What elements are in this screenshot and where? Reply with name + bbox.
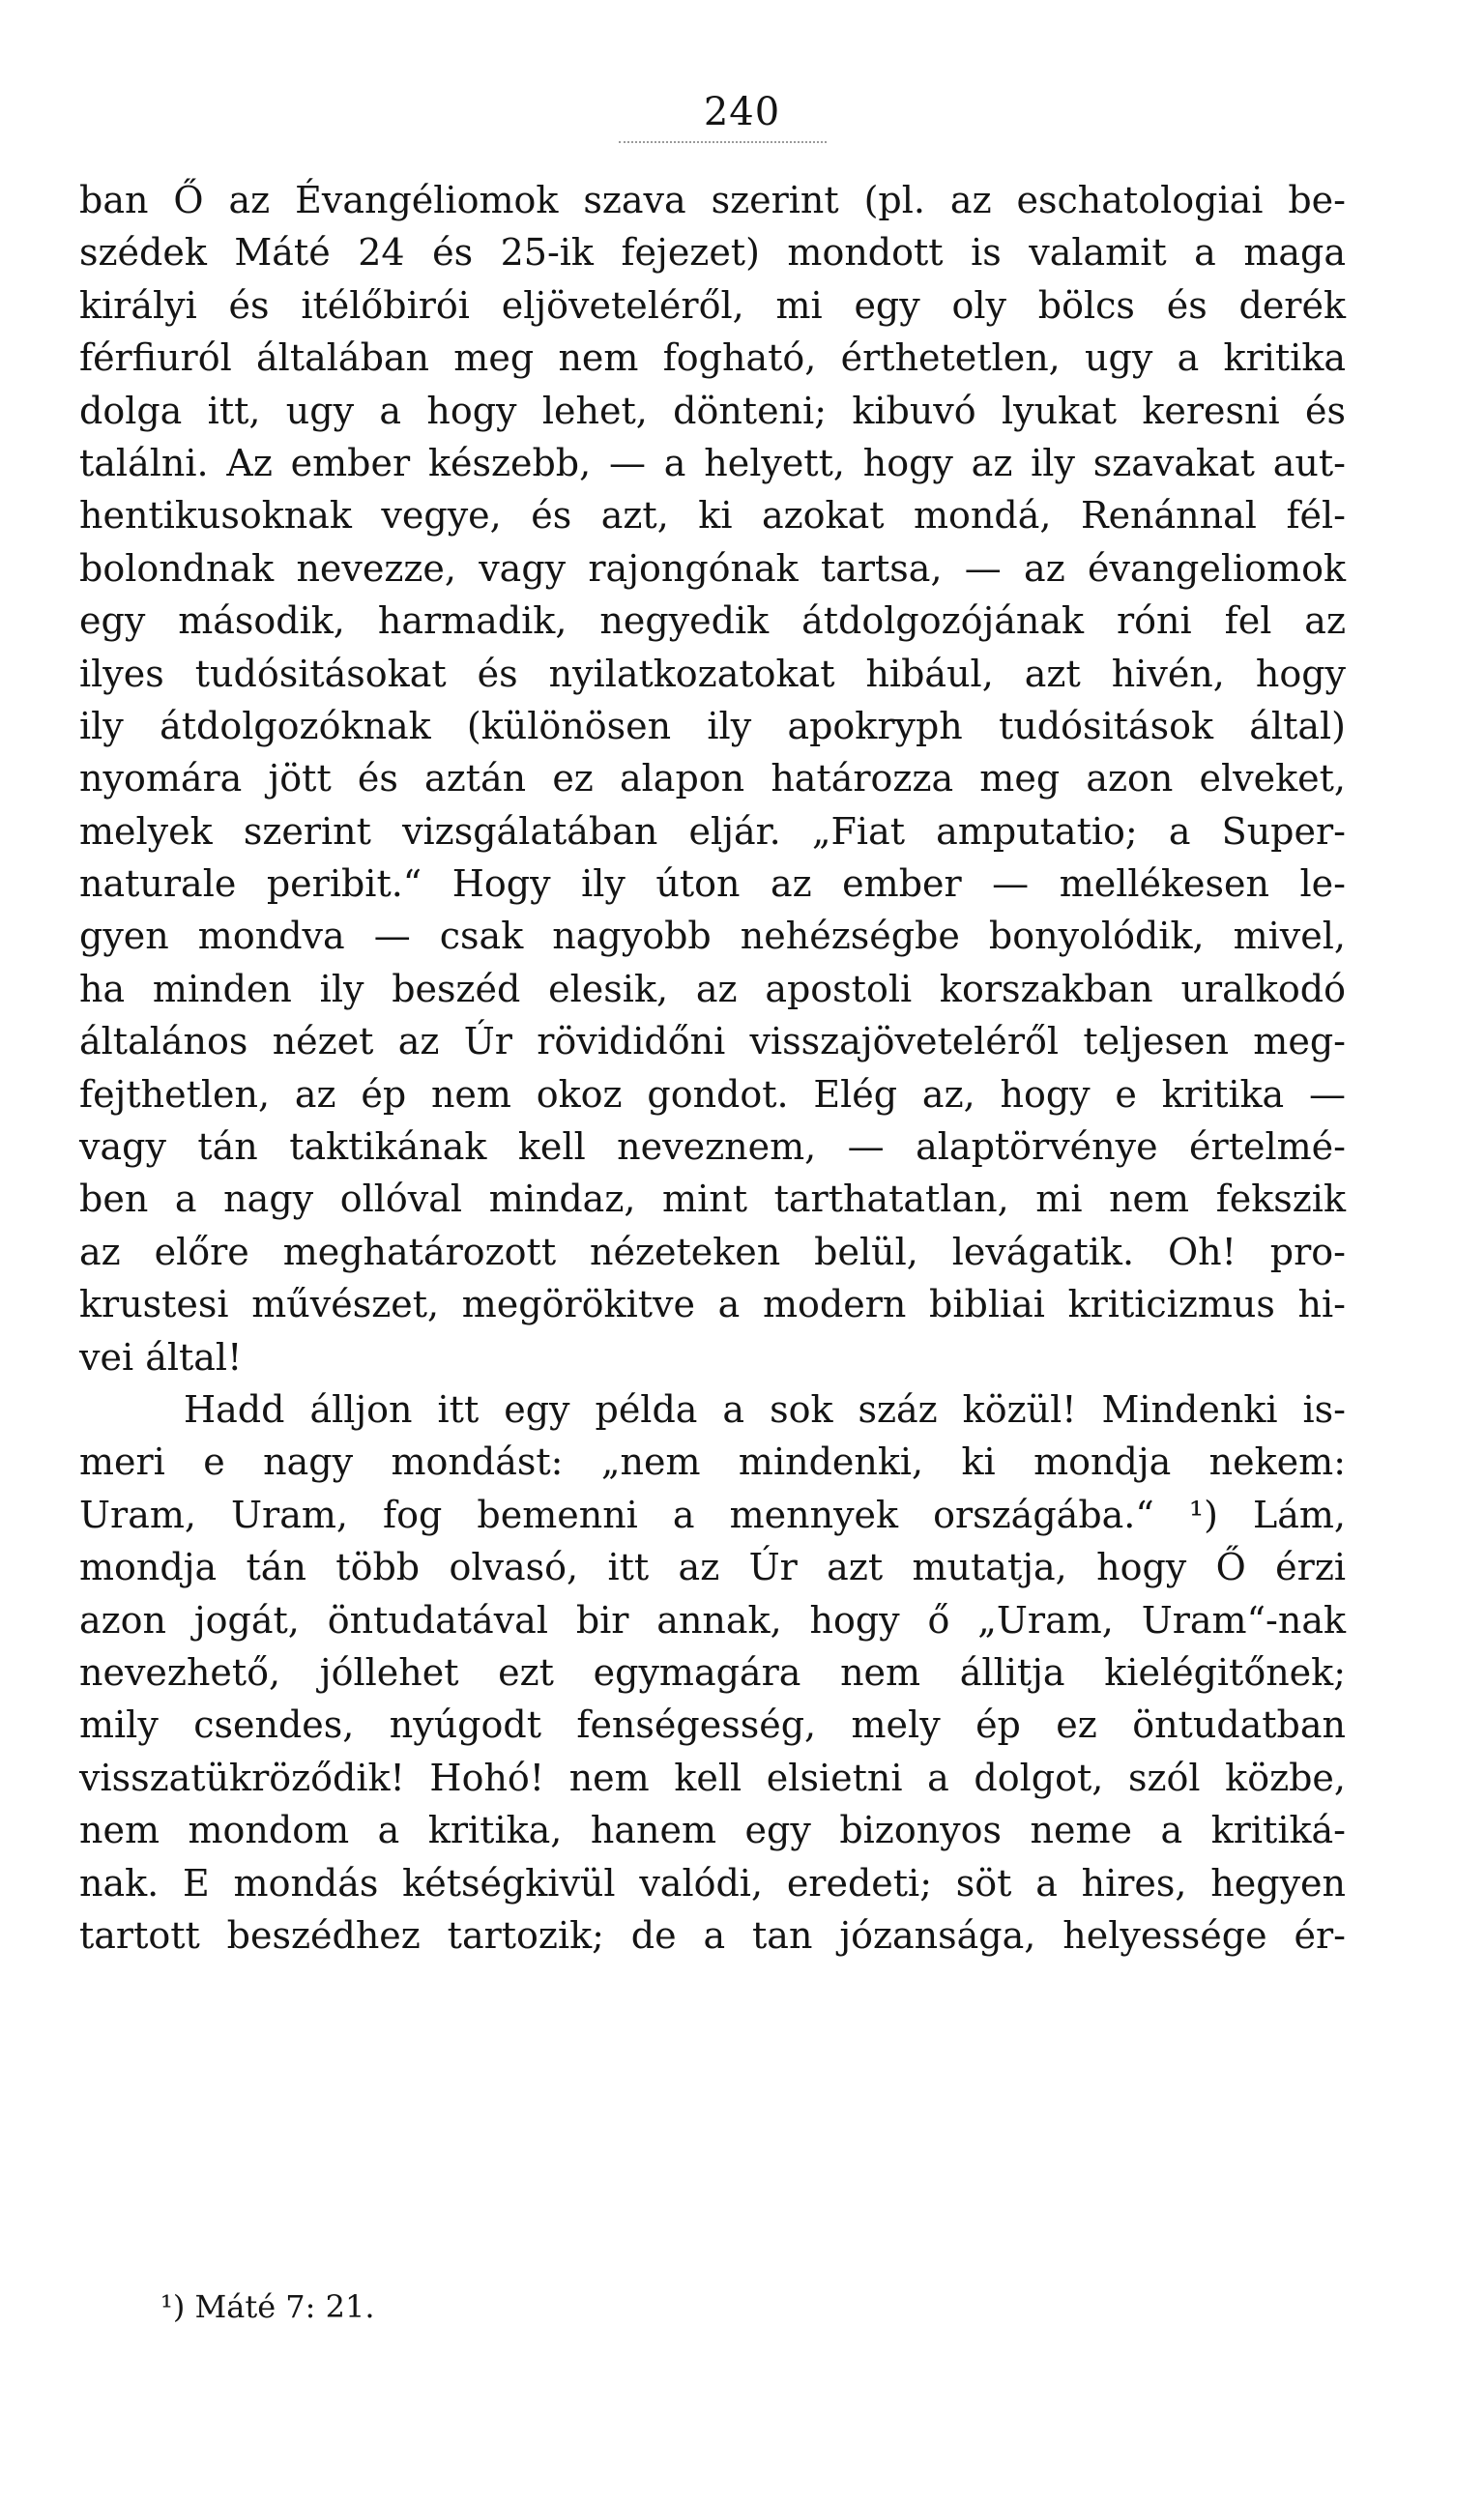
page-number: 240 xyxy=(703,90,781,134)
text-line: bolondnak nevezze, vagy rajongónak tartsa, — az évangeliomok xyxy=(79,546,1346,590)
header-rule xyxy=(619,141,827,143)
text-line-paragraph-end: vei által! xyxy=(79,1335,243,1379)
text-line: találni. Az ember készebb, — a helyett, hogy az ily szavakat aut- xyxy=(79,441,1346,484)
text-line: egy második, harmadik, negyedik átdolgozójának róni fel az xyxy=(79,599,1346,643)
text-line: fejthetlen, az ép nem okoz gondot. Elég az, hogy e kritika — xyxy=(79,1072,1346,1116)
text-line: ben a nagy ollóval mindaz, mint tarthatatlan, mi nem fekszik xyxy=(79,1178,1346,1221)
text-line: vagy tán taktikának kell neveznem, — alaptörvénye értelmé- xyxy=(79,1125,1346,1169)
text-line: általános nézet az Úr rövididőni visszajöveteléről teljesen meg- xyxy=(79,1020,1346,1063)
text-line-paragraph-start: Hadd álljon itt egy példa a sok száz közül! Mindenki is- xyxy=(184,1387,1346,1431)
text-line: nem mondom a kritika, hanem egy bizonyos neme a kritiká- xyxy=(79,1809,1346,1852)
text-line: nak. E mondás kétségkivül valódi, eredeti; söt a hires, hegyen xyxy=(79,1861,1346,1905)
text-line: ilyes tudósitásokat és nyilatkozatokat hibául, azt hivén, hogy xyxy=(79,652,1346,695)
body-text xyxy=(79,174,1346,1962)
text-line: ban Ő az Évangéliomok szava szerint (pl. az eschatologiai be- xyxy=(79,179,1346,221)
text-line: dolga itt, ugy a hogy lehet, dönteni; kibuvó lyukat keresni és xyxy=(79,389,1346,432)
text-line: visszatükröződik! Hohó! nem kell elsietni a dolgot, szól közbe, xyxy=(79,1756,1346,1799)
text-line: szédek Máté 24 és 25-ik fejezet) mondott is valamit a maga xyxy=(79,231,1346,275)
footnote: ¹) Máté 7: 21. xyxy=(160,2288,375,2325)
text-line: meri e nagy mondást: „nem mindenki, ki mondja nekem: xyxy=(79,1440,1346,1484)
text-line: Uram, Uram, fog bemenni a mennyek országába.“ ¹) Lám, xyxy=(79,1493,1346,1536)
text-line: azon jogát, öntudatával bir annak, hogy ő „Uram, Uram“-nak xyxy=(79,1598,1346,1642)
text-line: krustesi művészet, megörökitve a modern bibliai kriticizmus hi- xyxy=(79,1283,1346,1326)
text-line: mily csendes, nyúgodt fenségesség, mely ép ez öntudatban xyxy=(79,1703,1346,1747)
text-line: hentikusoknak vegye, és azt, ki azokat mondá, Renánnal fél- xyxy=(79,494,1346,538)
text-line: férfiuról általában meg nem fogható, érthetetlen, ugy a kritika xyxy=(79,336,1346,380)
text-line: királyi és itélőbirói eljöveteléről, mi egy oly bölcs és derék xyxy=(79,283,1346,327)
text-line: nyomára jött és aztán ez alapon határozza meg azon elveket, xyxy=(79,757,1346,800)
text-line: naturale peribit.“ Hogy ily úton az ember — mellékesen le- xyxy=(79,862,1346,906)
text-line: nevezhető, jóllehet ezt egymagára nem állitja kielégitőnek; xyxy=(79,1650,1346,1694)
text-line: gyen mondva — csak nagyobb nehézségbe bonyolódik, mivel, xyxy=(79,915,1346,958)
text-line: az előre meghatározott nézeteken belül, levágatik. Oh! pro- xyxy=(79,1230,1346,1273)
text-line: ha minden ily beszéd elesik, az apostoli korszakban uralkodó xyxy=(79,967,1346,1010)
text-line: tartott beszédhez tartozik; de a tan józansága, helyessége ér- xyxy=(79,1913,1346,1957)
text-line: melyek szerint vizsgálatában eljár. „Fiat amputatio; a Super- xyxy=(79,809,1346,853)
text-line: ily átdolgozóknak (különösen ily apokryph tudósitások által) xyxy=(79,704,1346,747)
text-line: mondja tán több olvasó, itt az Úr azt mutatja, hogy Ő érzi xyxy=(79,1546,1346,1589)
